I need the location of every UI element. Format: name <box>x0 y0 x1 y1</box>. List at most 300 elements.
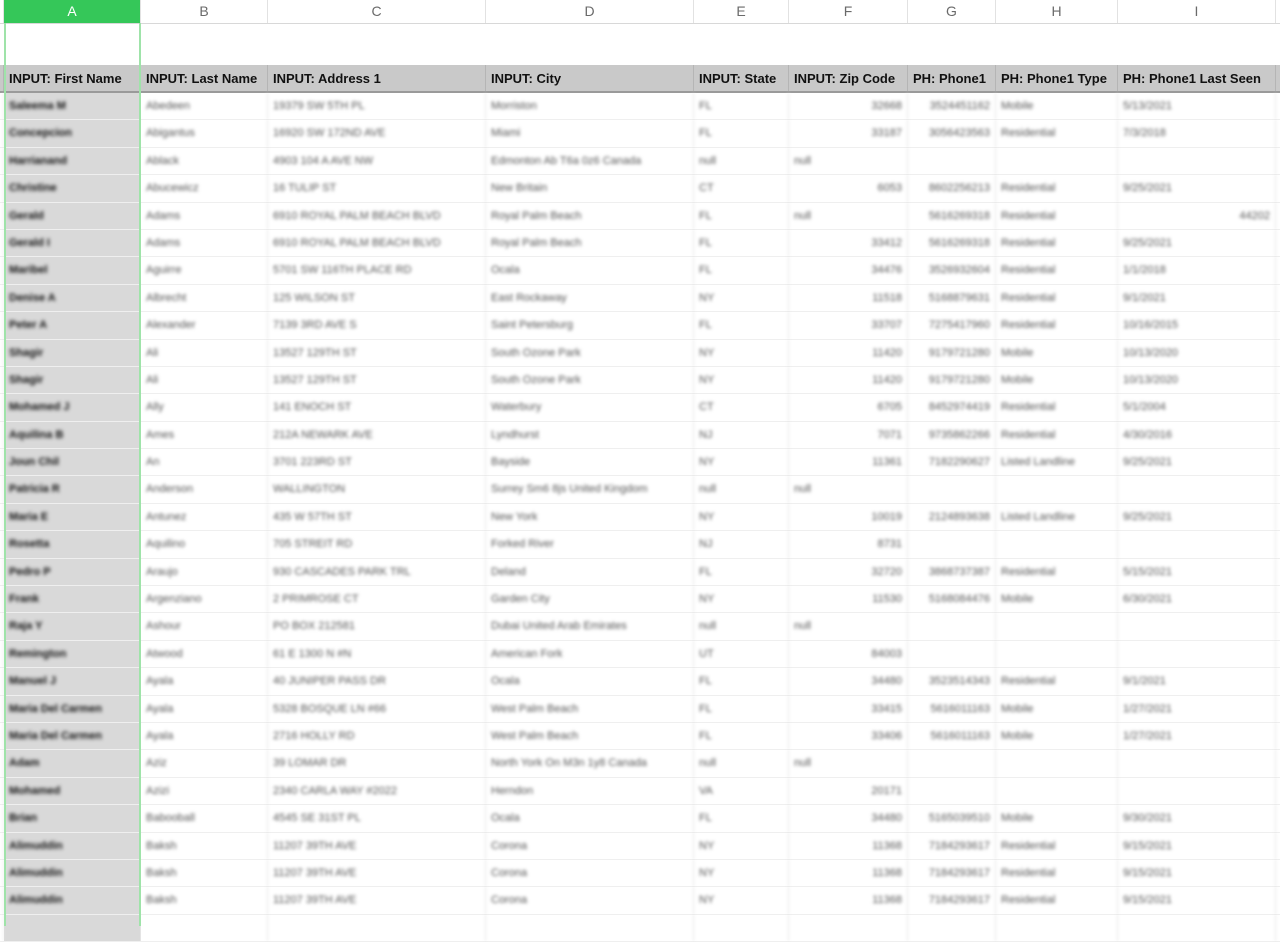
cell-zip[interactable]: 32668 <box>789 93 908 119</box>
cell-city[interactable]: American Fork <box>486 641 694 667</box>
cell-first-name[interactable] <box>4 668 141 694</box>
cell-phone1-last-seen[interactable]: 9/25/2021 <box>1118 175 1276 201</box>
cell-city[interactable]: New Britain <box>486 175 694 201</box>
cell-phone1-last-seen[interactable]: 5/1/2004 <box>1118 394 1276 420</box>
cell-city[interactable]: Surrey Sm6 8js United Kingdom <box>486 476 694 502</box>
cell-state[interactable]: CT <box>694 394 789 420</box>
cell-last-name[interactable]: Baksh <box>141 833 268 859</box>
cell-last-name[interactable]: Ali <box>141 367 268 393</box>
cell-zip[interactable]: 7071 <box>789 422 908 448</box>
column-header-f[interactable]: F <box>789 0 908 23</box>
cell-phone1[interactable]: 5168879631 <box>908 285 996 311</box>
cell-first-name[interactable] <box>4 887 141 913</box>
cell-zip[interactable]: 11420 <box>789 367 908 393</box>
header-city[interactable]: INPUT: City <box>486 65 694 91</box>
cell-address[interactable]: 7139 3RD AVE S <box>268 312 486 338</box>
cell-phone1[interactable] <box>908 915 996 941</box>
cell-last-name[interactable]: Babooball <box>141 805 268 831</box>
cell-last-name[interactable]: Ayala <box>141 696 268 722</box>
cell-address[interactable]: 61 E 1300 N #N <box>268 641 486 667</box>
cell[interactable] <box>996 24 1118 65</box>
cell-first-name[interactable] <box>4 641 141 667</box>
cell-phone1-type[interactable]: Residential <box>996 285 1118 311</box>
cell-address[interactable]: 4903 104 A AVE NW <box>268 148 486 174</box>
cell-last-name[interactable]: An <box>141 449 268 475</box>
cell-last-name[interactable]: Albrecht <box>141 285 268 311</box>
cell-phone1-last-seen[interactable]: 9/15/2021 <box>1118 860 1276 886</box>
cell-phone1-type[interactable] <box>996 778 1118 804</box>
cell-phone1[interactable]: 5616011163 <box>908 723 996 749</box>
cell-phone1-type[interactable]: Listed Landline <box>996 449 1118 475</box>
cell-last-name[interactable]: Antunez <box>141 504 268 530</box>
cell-phone1-type[interactable]: Residential <box>996 422 1118 448</box>
header-zip[interactable]: INPUT: Zip Code <box>789 65 908 91</box>
cell-first-name[interactable] <box>4 833 141 859</box>
cell-first-name[interactable] <box>4 805 141 831</box>
cell-city[interactable]: Royal Palm Beach <box>486 230 694 256</box>
header-phone1[interactable]: PH: Phone1 <box>908 65 996 91</box>
cell-phone1-type[interactable]: Residential <box>996 257 1118 283</box>
cell-state[interactable]: NJ <box>694 422 789 448</box>
cell-phone1-last-seen[interactable]: 9/25/2021 <box>1118 504 1276 530</box>
cell[interactable] <box>4 24 141 65</box>
cell-state[interactable]: FL <box>694 230 789 256</box>
cell-zip[interactable]: 34480 <box>789 668 908 694</box>
column-header-c[interactable]: C <box>268 0 486 23</box>
cell-first-name[interactable] <box>4 120 141 146</box>
column-header-h[interactable]: H <box>996 0 1118 23</box>
header-last-name[interactable]: INPUT: Last Name <box>141 65 268 91</box>
cell-phone1-last-seen[interactable]: 9/15/2021 <box>1118 887 1276 913</box>
cell-phone1-type[interactable]: Mobile <box>996 340 1118 366</box>
cell-phone1-last-seen[interactable]: 6/30/2021 <box>1118 586 1276 612</box>
cell-address[interactable]: 212A NEWARK AVE <box>268 422 486 448</box>
cell-zip[interactable]: 6705 <box>789 394 908 420</box>
cell-phone1-last-seen[interactable]: 1/27/2021 <box>1118 723 1276 749</box>
cell-state[interactable]: CT <box>694 175 789 201</box>
cell-phone1[interactable] <box>908 750 996 776</box>
cell-zip[interactable]: 33415 <box>789 696 908 722</box>
cell-phone1-last-seen[interactable] <box>1118 750 1276 776</box>
cell-last-name[interactable]: Adams <box>141 203 268 229</box>
cell-first-name[interactable] <box>4 531 141 557</box>
cell-address[interactable]: 2 PRIMROSE CT <box>268 586 486 612</box>
cell-zip[interactable]: null <box>789 476 908 502</box>
cell-phone1-last-seen[interactable]: 9/15/2021 <box>1118 833 1276 859</box>
cell-city[interactable]: Corona <box>486 860 694 886</box>
cell-address[interactable]: 39 LOMAR DR <box>268 750 486 776</box>
cell-phone1[interactable]: 8602256213 <box>908 175 996 201</box>
cell-phone1-last-seen[interactable]: 10/13/2020 <box>1118 340 1276 366</box>
cell-phone1-type[interactable] <box>996 915 1118 941</box>
cell-first-name[interactable] <box>4 750 141 776</box>
cell-phone1-last-seen[interactable] <box>1118 613 1276 639</box>
header-address[interactable]: INPUT: Address 1 <box>268 65 486 91</box>
cell-zip[interactable]: 11368 <box>789 887 908 913</box>
cell-zip[interactable] <box>789 915 908 941</box>
cell-first-name[interactable] <box>4 422 141 448</box>
cell-phone1-type[interactable]: Mobile <box>996 367 1118 393</box>
cell-address[interactable]: 11207 39TH AVE <box>268 887 486 913</box>
cell-last-name[interactable]: Aguirre <box>141 257 268 283</box>
cell-address[interactable]: 16920 SW 172ND AVE <box>268 120 486 146</box>
cell-phone1-last-seen[interactable] <box>1118 915 1276 941</box>
cell-phone1[interactable]: 5616269318 <box>908 203 996 229</box>
cell-first-name[interactable] <box>4 148 141 174</box>
cell-zip[interactable]: 11420 <box>789 340 908 366</box>
cell-first-name[interactable] <box>4 93 141 119</box>
cell-address[interactable]: 40 JUNIPER PASS DR <box>268 668 486 694</box>
cell-city[interactable]: South Ozone Park <box>486 340 694 366</box>
cell-first-name[interactable] <box>4 723 141 749</box>
cell-last-name[interactable]: Ablack <box>141 148 268 174</box>
cell-phone1-type[interactable]: Mobile <box>996 93 1118 119</box>
cell-phone1-type[interactable]: Residential <box>996 833 1118 859</box>
cell-zip[interactable]: 11361 <box>789 449 908 475</box>
cell-address[interactable]: 3701 223RD ST <box>268 449 486 475</box>
cell-phone1-type[interactable]: Mobile <box>996 723 1118 749</box>
cell-state[interactable]: FL <box>694 696 789 722</box>
cell-city[interactable]: East Rockaway <box>486 285 694 311</box>
cell-phone1-type[interactable] <box>996 476 1118 502</box>
cell-state[interactable]: NJ <box>694 531 789 557</box>
cell-first-name[interactable] <box>4 175 141 201</box>
cell-phone1-type[interactable]: Residential <box>996 312 1118 338</box>
cell-phone1-type[interactable]: Residential <box>996 887 1118 913</box>
cell-phone1[interactable]: 7184293617 <box>908 887 996 913</box>
cell-city[interactable]: Ocala <box>486 668 694 694</box>
cell-phone1[interactable]: 3056423563 <box>908 120 996 146</box>
cell-address[interactable]: 4545 SE 31ST PL <box>268 805 486 831</box>
cell-zip[interactable]: 11518 <box>789 285 908 311</box>
cell-address[interactable]: 11207 39TH AVE <box>268 860 486 886</box>
cell-address[interactable]: 11207 39TH AVE <box>268 833 486 859</box>
cell-address[interactable]: 19379 SW 5TH PL <box>268 93 486 119</box>
cell-last-name[interactable]: Ames <box>141 422 268 448</box>
cell-first-name[interactable] <box>4 203 141 229</box>
cell-phone1-last-seen[interactable]: 9/25/2021 <box>1118 230 1276 256</box>
cell-phone1[interactable]: 7184293617 <box>908 860 996 886</box>
cell-last-name[interactable]: Azizi <box>141 778 268 804</box>
cell-zip[interactable]: null <box>789 148 908 174</box>
cell-phone1-last-seen[interactable] <box>1118 641 1276 667</box>
cell-phone1-last-seen[interactable]: 4/30/2016 <box>1118 422 1276 448</box>
cell-first-name[interactable] <box>4 257 141 283</box>
cell-zip[interactable]: 8731 <box>789 531 908 557</box>
cell-phone1-last-seen[interactable] <box>1118 476 1276 502</box>
cell-first-name[interactable] <box>4 559 141 585</box>
cell-phone1[interactable]: 7182290627 <box>908 449 996 475</box>
cell-phone1-type[interactable]: Mobile <box>996 805 1118 831</box>
cell-phone1-type[interactable]: Residential <box>996 668 1118 694</box>
cell-first-name[interactable] <box>4 504 141 530</box>
cell-first-name[interactable] <box>4 340 141 366</box>
cell[interactable] <box>141 24 268 65</box>
cell-zip[interactable]: 6053 <box>789 175 908 201</box>
cell-phone1-type[interactable]: Residential <box>996 203 1118 229</box>
cell-first-name[interactable] <box>4 449 141 475</box>
cell-city[interactable]: Edmonton Ab T6a 0z6 Canada <box>486 148 694 174</box>
cell-first-name[interactable] <box>4 915 141 941</box>
cell-last-name[interactable]: Abigantus <box>141 120 268 146</box>
cell-state[interactable]: NY <box>694 860 789 886</box>
cell-address[interactable]: 5328 BOSQUE LN #66 <box>268 696 486 722</box>
cell-first-name[interactable] <box>4 285 141 311</box>
cell-last-name[interactable]: Anderson <box>141 476 268 502</box>
header-first-name[interactable]: INPUT: First Name <box>4 65 141 91</box>
cell-last-name[interactable]: Abedeen <box>141 93 268 119</box>
cell-state[interactable]: FL <box>694 93 789 119</box>
cell-state[interactable]: FL <box>694 257 789 283</box>
cell-last-name[interactable]: Ali <box>141 340 268 366</box>
cell-first-name[interactable] <box>4 778 141 804</box>
cell-state[interactable]: VA <box>694 778 789 804</box>
cell-state[interactable]: NY <box>694 833 789 859</box>
column-header-b[interactable]: B <box>141 0 268 23</box>
cell-address[interactable]: 16 TULIP ST <box>268 175 486 201</box>
cell-zip[interactable]: 11368 <box>789 860 908 886</box>
cell-city[interactable]: West Palm Beach <box>486 696 694 722</box>
cell-city[interactable]: West Palm Beach <box>486 723 694 749</box>
cell-last-name[interactable] <box>141 915 268 941</box>
cell-phone1-type[interactable]: Residential <box>996 175 1118 201</box>
cell-phone1[interactable]: 7184293617 <box>908 833 996 859</box>
cell-phone1[interactable]: 9179721280 <box>908 367 996 393</box>
cell-phone1-type[interactable]: Residential <box>996 559 1118 585</box>
cell-address[interactable]: 2340 CARLA WAY #2022 <box>268 778 486 804</box>
cell-phone1[interactable]: 8452974419 <box>908 394 996 420</box>
cell[interactable] <box>268 24 486 65</box>
cell[interactable] <box>486 24 694 65</box>
column-header-d[interactable]: D <box>486 0 694 23</box>
cell-phone1[interactable]: 3523514343 <box>908 668 996 694</box>
cell-last-name[interactable]: Ally <box>141 394 268 420</box>
cell-city[interactable]: Royal Palm Beach <box>486 203 694 229</box>
cell-phone1[interactable]: 5165039510 <box>908 805 996 831</box>
cell-phone1-type[interactable]: Residential <box>996 860 1118 886</box>
cell-city[interactable]: Corona <box>486 833 694 859</box>
header-state[interactable]: INPUT: State <box>694 65 789 91</box>
cell-zip[interactable]: 10019 <box>789 504 908 530</box>
cell-zip[interactable]: null <box>789 750 908 776</box>
column-header-e[interactable]: E <box>694 0 789 23</box>
cell-city[interactable]: Corona <box>486 887 694 913</box>
cell-phone1[interactable]: 7275417960 <box>908 312 996 338</box>
cell-state[interactable]: FL <box>694 203 789 229</box>
header-phone1-last-seen[interactable]: PH: Phone1 Last Seen <box>1118 65 1276 91</box>
cell-phone1-last-seen[interactable]: 44202 <box>1118 203 1276 229</box>
cell-phone1-type[interactable]: Mobile <box>996 586 1118 612</box>
cell-phone1-last-seen[interactable]: 1/1/2018 <box>1118 257 1276 283</box>
cell-address[interactable]: 435 W 57TH ST <box>268 504 486 530</box>
cell-city[interactable]: Saint Petersburg <box>486 312 694 338</box>
cell-phone1[interactable]: 2124893638 <box>908 504 996 530</box>
cell-zip[interactable]: 33406 <box>789 723 908 749</box>
cell-phone1-type[interactable]: Residential <box>996 394 1118 420</box>
cell-address[interactable]: 13527 129TH ST <box>268 367 486 393</box>
cell-phone1-last-seen[interactable]: 9/1/2021 <box>1118 285 1276 311</box>
cell-last-name[interactable]: Ayala <box>141 723 268 749</box>
cell-phone1[interactable]: 5168084476 <box>908 586 996 612</box>
cell-phone1[interactable] <box>908 148 996 174</box>
cell-phone1-type[interactable] <box>996 641 1118 667</box>
cell-first-name[interactable] <box>4 312 141 338</box>
cell-city[interactable]: Morriston <box>486 93 694 119</box>
cell-phone1-type[interactable] <box>996 750 1118 776</box>
cell-city[interactable]: Miami <box>486 120 694 146</box>
cell-state[interactable]: NY <box>694 340 789 366</box>
cell-phone1-last-seen[interactable]: 10/16/2015 <box>1118 312 1276 338</box>
cell-state[interactable]: NY <box>694 504 789 530</box>
cell-last-name[interactable]: Aquilino <box>141 531 268 557</box>
column-header-i[interactable]: I <box>1118 0 1276 23</box>
cell-zip[interactable]: 33412 <box>789 230 908 256</box>
cell-city[interactable] <box>486 915 694 941</box>
column-header-g[interactable]: G <box>908 0 996 23</box>
cell-state[interactable]: null <box>694 148 789 174</box>
cell-last-name[interactable]: Alexander <box>141 312 268 338</box>
cell-phone1-last-seen[interactable]: 5/15/2021 <box>1118 559 1276 585</box>
cell-city[interactable]: Ocala <box>486 805 694 831</box>
cell-zip[interactable]: 84003 <box>789 641 908 667</box>
cell-first-name[interactable] <box>4 230 141 256</box>
cell-last-name[interactable]: Baksh <box>141 860 268 886</box>
cell-last-name[interactable]: Aziz <box>141 750 268 776</box>
cell-city[interactable]: Lyndhurst <box>486 422 694 448</box>
cell[interactable] <box>1118 24 1276 65</box>
cell[interactable] <box>789 24 908 65</box>
cell-first-name[interactable] <box>4 476 141 502</box>
cell-phone1[interactable]: 5616269318 <box>908 230 996 256</box>
cell-phone1[interactable]: 9179721280 <box>908 340 996 366</box>
cell-phone1-last-seen[interactable]: 1/27/2021 <box>1118 696 1276 722</box>
cell-first-name[interactable] <box>4 586 141 612</box>
cell-state[interactable]: null <box>694 750 789 776</box>
cell-state[interactable] <box>694 915 789 941</box>
cell-last-name[interactable]: Ayala <box>141 668 268 694</box>
cell-phone1[interactable] <box>908 613 996 639</box>
cell-address[interactable] <box>268 915 486 941</box>
cell-zip[interactable]: 11368 <box>789 833 908 859</box>
cell-last-name[interactable]: Araujo <box>141 559 268 585</box>
cell-phone1-last-seen[interactable] <box>1118 148 1276 174</box>
cell-zip[interactable]: null <box>789 203 908 229</box>
cell-zip[interactable]: 34480 <box>789 805 908 831</box>
cell-zip[interactable]: 33187 <box>789 120 908 146</box>
cell-city[interactable]: Ocala <box>486 257 694 283</box>
cell-phone1-last-seen[interactable]: 5/13/2021 <box>1118 93 1276 119</box>
cell-state[interactable]: NY <box>694 887 789 913</box>
cell-phone1[interactable]: 3524451162 <box>908 93 996 119</box>
cell-state[interactable]: FL <box>694 668 789 694</box>
cell-last-name[interactable]: Abucewicz <box>141 175 268 201</box>
cell-phone1-last-seen[interactable]: 7/3/2018 <box>1118 120 1276 146</box>
cell-state[interactable]: FL <box>694 312 789 338</box>
cell-phone1-type[interactable]: Mobile <box>996 696 1118 722</box>
cell-address[interactable]: PO BOX 212581 <box>268 613 486 639</box>
cell-address[interactable]: 125 WILSON ST <box>268 285 486 311</box>
cell-address[interactable]: 5701 SW 116TH PLACE RD <box>268 257 486 283</box>
cell-state[interactable]: FL <box>694 723 789 749</box>
cell-state[interactable]: null <box>694 613 789 639</box>
cell-phone1-type[interactable]: Listed Landline <box>996 504 1118 530</box>
cell-zip[interactable]: 11530 <box>789 586 908 612</box>
cell-first-name[interactable] <box>4 696 141 722</box>
cell-state[interactable]: FL <box>694 559 789 585</box>
cell-address[interactable]: 930 CASCADES PARK TRL <box>268 559 486 585</box>
cell-phone1[interactable] <box>908 641 996 667</box>
cell-state[interactable]: UT <box>694 641 789 667</box>
cell-city[interactable]: Deland <box>486 559 694 585</box>
cell-first-name[interactable] <box>4 367 141 393</box>
cell[interactable] <box>694 24 789 65</box>
cell-phone1-type[interactable]: Residential <box>996 120 1118 146</box>
cell-city[interactable]: Garden City <box>486 586 694 612</box>
column-header-a[interactable]: A <box>4 0 141 23</box>
cell-last-name[interactable]: Atwood <box>141 641 268 667</box>
cell-last-name[interactable]: Argenziano <box>141 586 268 612</box>
cell-phone1[interactable]: 9735862266 <box>908 422 996 448</box>
cell-state[interactable]: NY <box>694 449 789 475</box>
cell-city[interactable]: Bayside <box>486 449 694 475</box>
cell-first-name[interactable] <box>4 860 141 886</box>
cell-phone1-last-seen[interactable]: 9/30/2021 <box>1118 805 1276 831</box>
cell-phone1-type[interactable] <box>996 613 1118 639</box>
cell-phone1-last-seen[interactable]: 9/25/2021 <box>1118 449 1276 475</box>
cell-phone1-type[interactable] <box>996 148 1118 174</box>
cell-state[interactable]: FL <box>694 120 789 146</box>
cell-phone1-last-seen[interactable]: 9/1/2021 <box>1118 668 1276 694</box>
cell-zip[interactable]: 34476 <box>789 257 908 283</box>
cell-address[interactable]: 705 STREIT RD <box>268 531 486 557</box>
cell-phone1[interactable] <box>908 531 996 557</box>
cell-address[interactable]: 13527 129TH ST <box>268 340 486 366</box>
cell-city[interactable]: North York On M3n 1y8 Canada <box>486 750 694 776</box>
cell-phone1[interactable] <box>908 476 996 502</box>
cell-first-name[interactable] <box>4 613 141 639</box>
header-phone1-type[interactable]: PH: Phone1 Type <box>996 65 1118 91</box>
cell-phone1-type[interactable] <box>996 531 1118 557</box>
cell-last-name[interactable]: Adams <box>141 230 268 256</box>
cell-state[interactable]: NY <box>694 586 789 612</box>
cell-phone1-last-seen[interactable] <box>1118 531 1276 557</box>
cell-city[interactable]: Waterbury <box>486 394 694 420</box>
cell-last-name[interactable]: Ashour <box>141 613 268 639</box>
cell-first-name[interactable] <box>4 394 141 420</box>
cell-phone1[interactable]: 5616011163 <box>908 696 996 722</box>
cell-city[interactable]: South Ozone Park <box>486 367 694 393</box>
cell-phone1[interactable]: 3526932604 <box>908 257 996 283</box>
cell-zip[interactable]: 33707 <box>789 312 908 338</box>
cell-address[interactable]: 2716 HOLLY RD <box>268 723 486 749</box>
cell-address[interactable]: 6910 ROYAL PALM BEACH BLVD <box>268 203 486 229</box>
cell-address[interactable]: 6910 ROYAL PALM BEACH BLVD <box>268 230 486 256</box>
cell-address[interactable]: WALLINGTON <box>268 476 486 502</box>
cell-phone1-type[interactable]: Residential <box>996 230 1118 256</box>
cell-zip[interactable]: 20171 <box>789 778 908 804</box>
cell-zip[interactable]: null <box>789 613 908 639</box>
cell-zip[interactable]: 32720 <box>789 559 908 585</box>
cell[interactable] <box>908 24 996 65</box>
cell-state[interactable]: NY <box>694 285 789 311</box>
cell-state[interactable]: NY <box>694 367 789 393</box>
cell-address[interactable]: 141 ENOCH ST <box>268 394 486 420</box>
cell-state[interactable]: FL <box>694 805 789 831</box>
cell-phone1[interactable] <box>908 778 996 804</box>
cell-state[interactable]: null <box>694 476 789 502</box>
cell-phone1-last-seen[interactable]: 10/13/2020 <box>1118 367 1276 393</box>
cell-phone1-last-seen[interactable] <box>1118 778 1276 804</box>
